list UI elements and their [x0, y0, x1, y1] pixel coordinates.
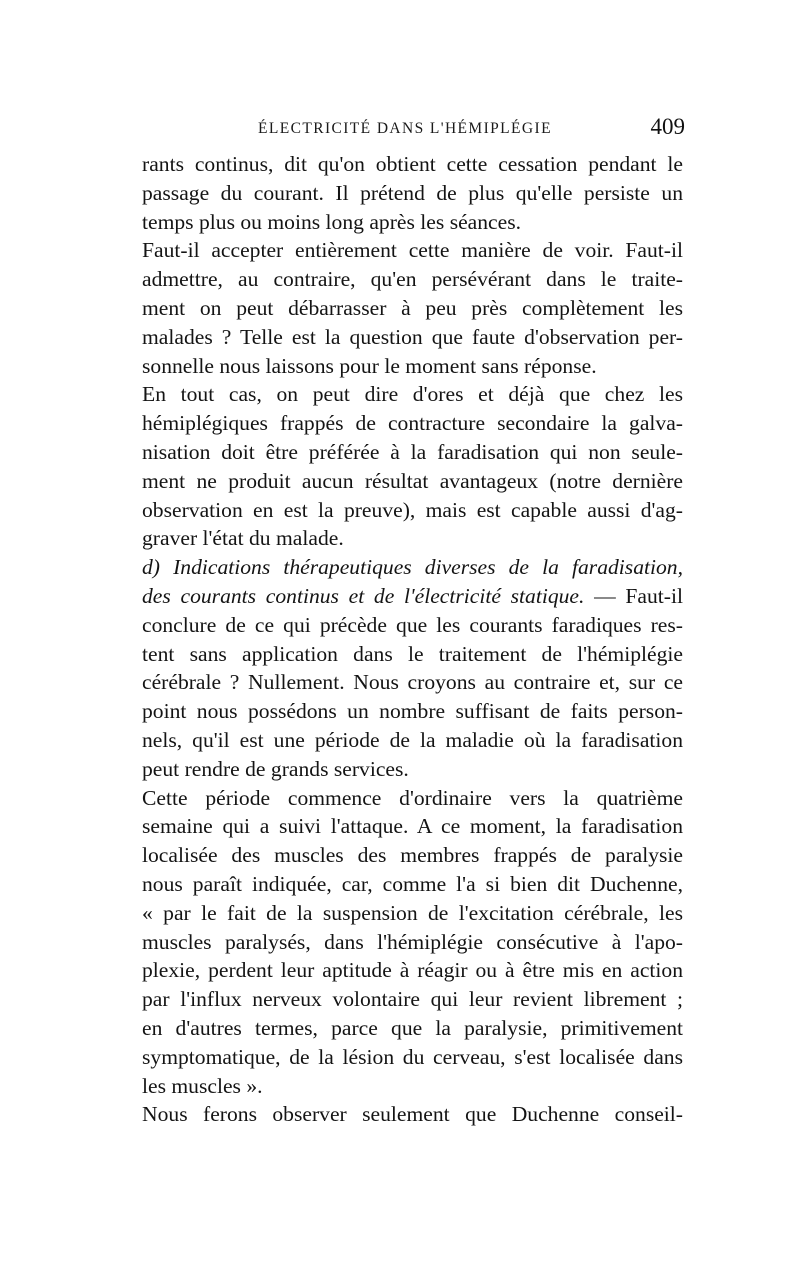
text-line-29: plexie, perdent leur aptitude à réagir ou à être mis en action [142, 958, 683, 983]
text-line-13: observation en est la preuve), mais est capable aussi d'ag- [142, 497, 683, 522]
running-title: ÉLECTRICITÉ DANS L'HÉMIPLÉGIE [258, 120, 552, 137]
text-line-3: temps plus ou moins long après les séances. [142, 209, 522, 234]
text-line-2: passage du courant. Il prétend de plus qu'elle persiste un [142, 180, 683, 205]
text-line-34: Nous ferons observer seulement que Duchenne conseil- [142, 1102, 683, 1127]
text-line-31: en d'autres termes, parce que la paralysie, primitivement [142, 1015, 683, 1040]
text-line-9: En tout cas, on peut dire d'ores et déjà que chez les [142, 382, 683, 407]
text-line-24: semaine qui a suivi l'attaque. A ce moment, la faradisation [142, 814, 683, 839]
text-line-27: « par le fait de la suspension de l'excitation cérébrale, les [142, 900, 683, 925]
paragraph-start: Faut-il accepter entièrement cette manière de voir. Faut-il [142, 238, 683, 263]
text-line-7: malades ? Telle est la question que faute d'observation per- [142, 324, 683, 349]
text-line-26: nous paraît indiquée, car, comme l'a si bien dit Duchenne, [142, 871, 683, 896]
text-line-5: admettre, au contraire, qu'en persévérant dans le traite- [142, 267, 683, 292]
text-line-12: ment ne produit aucun résultat avantageux (notre dernière [142, 468, 683, 493]
text-line-16 [142, 582, 683, 611]
text-line-28: muscles paralysés, dans l'hémiplégie consécutive à l'apo- [142, 929, 683, 954]
text-line-8: sonnelle nous laissons pour le moment sans réponse. [142, 353, 597, 378]
text-line-23: Cette période commence d'ordinaire vers la quatrième [142, 785, 683, 810]
running-head [140, 114, 685, 144]
text-line-15-italic: d) Indications thérapeutiques diverses de la faradisation, [142, 555, 683, 580]
section-title-continuation: des courants continus et de l'électricité statique. [142, 583, 585, 608]
text-line-25: localisée des muscles des membres frappés de paralysie [142, 843, 683, 868]
text-line-32: symptomatique, de la lésion du cerveau, s'est localisée dans [142, 1044, 683, 1069]
text-line-6: ment on peut débarrasser à peu près complètement les [142, 295, 683, 320]
text-line-21: nels, qu'il est une période de la maladie où la faradisation [142, 727, 683, 752]
body-text [142, 150, 683, 1129]
section-title-rest: — Faut-il [584, 583, 683, 608]
text-line-17: conclure de ce qui précède que les courants faradiques res- [142, 612, 683, 637]
text-line-4 [142, 236, 683, 265]
text-line-19: cérébrale ? Nullement. Nous croyons au contraire et, sur ce [142, 670, 683, 695]
text-line-33: les muscles ». [142, 1073, 263, 1098]
text-line-11: nisation doit être préférée à la faradisation qui non seule- [142, 439, 683, 464]
text-line-10: hémiplégiques frappés de contracture secondaire la galva- [142, 411, 683, 436]
text-line-20: point nous possédons un nombre suffisant de faits person- [142, 699, 683, 724]
text-line-30: par l'influx nerveux volontaire qui leur revient librement ; [142, 987, 683, 1012]
text-line-18: tent sans application dans le traitement de l'hémiplégie [142, 641, 683, 666]
text-line-22: peut rendre de grands services. [142, 756, 409, 781]
text-line-14: graver l'état du malade. [142, 526, 344, 551]
text-line-1: rants continus, dit qu'on obtient cette cessation pendant le [142, 152, 683, 176]
page-number: 409 [650, 114, 685, 139]
